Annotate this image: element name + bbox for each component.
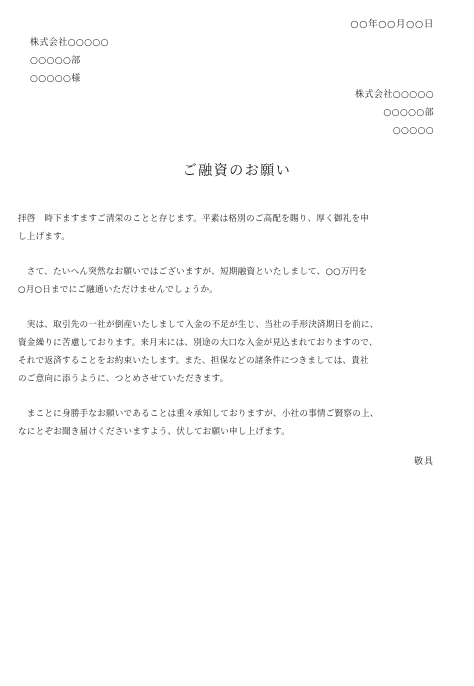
paragraph-closing-request — [18, 405, 458, 441]
recipient-block — [30, 34, 109, 88]
body-line: まことに身勝手なお願いであることは重々承知しておりますが、小社の事情ご賢察の上、 — [18, 409, 379, 419]
body-line: それで返済することをお約束いたします。また、担保などの諸条件につきましては、貴社 — [18, 356, 369, 366]
recipient-department: ○○○○○部 — [30, 56, 81, 66]
paragraph-request — [18, 263, 458, 299]
sender-company: 株式会社○○○○○ — [355, 90, 434, 100]
letter-title: ご融資のお願い — [182, 163, 292, 179]
letter-body — [18, 210, 458, 458]
body-line: のご意向に添うように、つとめさせていただきます。 — [18, 374, 229, 384]
closing-phrase: 敬具 — [413, 457, 434, 467]
paragraph-greeting — [18, 210, 458, 246]
body-line: 拝啓 時下ますますご清栄のことと存じます。平素は格別のご高配を賜り、厚く御礼を申 — [18, 214, 370, 224]
body-line: なにとぞお聞き届けくださいますよう、伏してお願い申し上げます。 — [18, 427, 290, 437]
body-line: ○月○日までにご融通いただけませんでしょうか。 — [18, 285, 219, 295]
recipient-person: ○○○○○様 — [30, 74, 81, 84]
recipient-company: 株式会社○○○○○ — [30, 38, 109, 48]
body-line: し上げます。 — [18, 232, 71, 242]
body-line: さて、たいへん突然なお願いではございますが、短期融資といたしまして、○○万円を — [18, 267, 368, 277]
sender-department: ○○○○○部 — [383, 108, 434, 118]
body-line: 実は、取引先の一社が倒産いたしまして入金の不足が生じ、当社の手形決済期日を前に、 — [18, 320, 379, 330]
letter-date: ○○年○○月○○日 — [350, 19, 434, 30]
sender-person: ○○○○○ — [392, 126, 434, 136]
sender-block — [355, 86, 434, 140]
body-line: 資金繰りに苦慮しております。来月末には、別途の大口な入金が見込まれておりますので、 — [18, 338, 378, 348]
paragraph-reason — [18, 316, 458, 388]
